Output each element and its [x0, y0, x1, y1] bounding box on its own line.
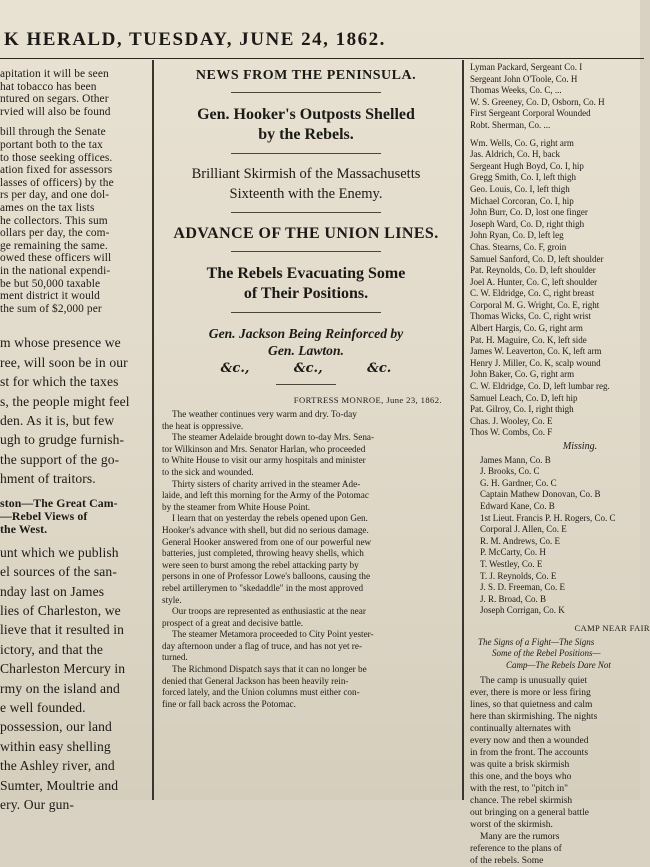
text-line: possession, our land [0, 719, 112, 735]
text-line: el sources of the san- [0, 564, 117, 580]
divider [231, 212, 381, 213]
text-line: he collectors. This sum [0, 214, 108, 227]
article-line: style. [162, 594, 182, 605]
headline-jackson [156, 325, 456, 359]
text-line: rs per day, and one dol- [0, 189, 110, 202]
missing-entry: James Mann, Co. B [480, 454, 551, 465]
camp-subhead-line: Camp—The Rebels Dare Not [506, 659, 611, 670]
casualty-entry: Thomas Weeks, Co. C, ... [470, 85, 562, 96]
casualty-entry: Henry J. Miller, Co. K, scalp wound [470, 357, 601, 368]
subhead-line: the West. [0, 522, 48, 537]
missing-entry: 1st Lieut. Francis P. H. Rogers, Co. C [480, 512, 616, 523]
camp-article-line: in from the front. The accounts [470, 748, 589, 759]
headline-line: The Rebels Evacuating Some [206, 265, 406, 282]
article-line: batteries, just completed, throwing heavy shells, which [162, 548, 364, 559]
article-line: laide, and left this morning for the Army of the Potomac [162, 490, 369, 501]
casualty-entry: Gregg Smith, Co. I, left thigh [470, 172, 576, 183]
camp-heading: CAMP NEAR FAIR [574, 622, 650, 633]
article-body [156, 409, 456, 710]
text-line: ation fixed for assessors [0, 164, 113, 177]
article-line: turned. [162, 652, 188, 663]
divider [231, 312, 381, 313]
article-line: Hooker's advance with shell, but did no serious damage. [162, 524, 369, 535]
text-line: lieve that it resulted in [0, 622, 125, 638]
masthead: K HERALD, TUESDAY, JUNE 24, 1862. [0, 22, 644, 59]
text-line: den. As it is, but few [0, 412, 115, 428]
camp-article-line: here than skirmishing. The nights [470, 712, 598, 723]
headline-line: Brilliant Skirmish of the Massachusetts [191, 166, 421, 182]
casualty-entry: Thomas Wicks, Co. C, right wrist [470, 311, 591, 322]
left-column-bottom-text [0, 543, 150, 815]
text-line: lies of Charleston, we [0, 602, 121, 618]
divider [231, 251, 381, 252]
missing-entry: Corporal J. Allen, Co. E [480, 524, 567, 535]
casualty-entry: Lyman Packard, Sergeant Co. I [470, 62, 583, 72]
text-line: hat tobacco has been [0, 80, 97, 93]
headline-line: Gen. Lawton. [268, 343, 344, 358]
divider [276, 384, 336, 385]
casualty-entry: Sergeant Hugh Boyd, Co. I, hip [470, 160, 584, 171]
camp-article-line: with the rest, to "pitch in" [470, 784, 568, 795]
section-heading: NEWS FROM THE PENINSULA. [195, 68, 417, 83]
text-line: st for which the taxes [0, 374, 119, 390]
divider [231, 153, 381, 154]
subhead-line: ston—The Great Cam- [0, 495, 118, 510]
camp-article-line: continually alternates with [470, 724, 571, 735]
casualty-entry: Albert Hargis, Co. G, right arm [470, 323, 583, 334]
missing-entry: P. McCarty, Co. H [480, 547, 546, 558]
text-line: rvied will also be found [0, 105, 111, 118]
dateline: FORTRESS MONROE, June 23, 1862. [293, 395, 442, 405]
camp-article-line: this one, and the boys who [470, 772, 572, 783]
casualty-entry: John Burr, Co. D, lost one finger [470, 207, 588, 218]
text-line: Sumter, Moultrie and [0, 777, 119, 793]
etcetera-line: &c., &c., &c. [220, 361, 392, 376]
article-line: General Hooker answered from one of our powerful new [162, 536, 372, 547]
right-column [470, 62, 650, 867]
text-line [0, 118, 150, 126]
text-line: m whose presence we [0, 335, 121, 351]
camp-article-line: ever, there is more or less firing [470, 688, 591, 699]
camp-subheads [470, 637, 650, 672]
camp-subhead-line: Some of the Rebel Positions— [492, 648, 601, 659]
casualty-entry: John Ryan, Co. D, left leg [470, 230, 564, 241]
casualty-entry: Chas. Stearns, Co. F, groin [470, 241, 567, 252]
text-line: ollars per day, the com- [0, 227, 110, 240]
text-line: be but 50,000 taxable [0, 277, 101, 290]
text-line: portant both to the tax [0, 138, 103, 151]
casualty-entry: Wm. Wells, Co. G, right arm [470, 137, 574, 148]
headline-evacuating [156, 264, 456, 304]
article-line: The steamer Adelaide brought down to-day Mrs. Sena- [172, 432, 375, 443]
article-line: prospect of a great and decisive battle. [162, 617, 304, 628]
casualty-entry: Samuel Leach, Co. D, left hip [470, 392, 578, 403]
casualty-entry: Michael Corcoran, Co. I, hip [470, 195, 574, 206]
casualty-entry: Samuel Sanford, Co. D, left shoulder [470, 253, 604, 264]
text-line: lasses of officers) by the [0, 176, 114, 189]
casualty-entry: Corporal M. G. Wright, Co. E, right [470, 299, 600, 310]
missing-entry: Edward Kane, Co. B [480, 500, 555, 511]
text-line: ugh to grudge furnish- [0, 432, 125, 448]
missing-entry: J. R. Broad, Co. B [480, 593, 547, 604]
text-line: Charleston Mercury in [0, 661, 126, 677]
casualty-entry: Geo. Louis, Co. I, left thigh [470, 183, 570, 194]
left-column-big-text [0, 333, 150, 488]
casualty-entry: Joel A. Hunter, Co. C, left shoulder [470, 276, 598, 287]
left-column [0, 62, 150, 814]
text-line: apitation it will be seen [0, 68, 109, 80]
article-line: persons in one of Professor Lowe's balloons, causing the [162, 571, 371, 582]
casualty-entry: C. W. Eldridge, Co. D, left lumbar reg. [470, 381, 610, 392]
missing-heading: Missing. [562, 441, 598, 452]
casualty-entry: W. S. Greeney, Co. D, Osborn, Co. H [470, 96, 605, 107]
missing-entry: Captain Mathew Donovan, Co. B [480, 489, 601, 500]
camp-article-body [470, 675, 650, 867]
column-rule-right [462, 60, 464, 800]
camp-article-line: worst of the skirmish. [470, 820, 553, 831]
casualty-entry: Chas. J. Wooley, Co. E [470, 415, 553, 426]
article-line: The weather continues very warm and dry. To-day [172, 409, 357, 419]
article-line: Our troops are represented as enthusiastic at the near [172, 606, 366, 617]
headline-line: Sixteenth with the Enemy. [229, 186, 383, 202]
text-line: ntured on segars. Other [0, 93, 109, 106]
text-line: ictory, and that the [0, 641, 104, 657]
text-line: ment district it would [0, 290, 100, 303]
article-line: day afternoon under a flag of truce, and has not yet re- [162, 640, 362, 651]
casualty-entry: Joseph Ward, Co. D, right thigh [470, 218, 585, 229]
casualty-entry: Pat. Reynolds, Co. D, left shoulder [470, 265, 596, 276]
missing-entry: J. S. D. Freeman, Co. E [480, 582, 565, 593]
text-line: bill through the Senate [0, 126, 106, 139]
headline-skirmish [156, 164, 456, 204]
casualty-entry: Robt. Sherman, Co. ... [470, 119, 551, 130]
text-line: the support of the go- [0, 451, 120, 467]
text-line: the sum of $2,000 per [0, 302, 102, 315]
camp-article-line: chance. The rebel skirmish [470, 796, 573, 807]
article-line: forced lately, and the Union columns must either con- [162, 687, 360, 698]
missing-entry: J. Brooks, Co. C [480, 466, 540, 477]
article-line: The steamer Metamora proceeded to City Point yester- [172, 629, 374, 640]
casualty-entry: Thos W. Combs, Co. F [470, 427, 553, 438]
article-line: I learn that on yesterday the rebels opened upon Gen. [172, 513, 368, 524]
casualty-entry: Sergeant John O'Toole, Co. H [470, 73, 578, 84]
camp-article-line: Many are the rumors [480, 832, 560, 843]
text-line: ge remaining the same. [0, 239, 108, 252]
headline-advance: ADVANCE OF THE UNION LINES. [173, 225, 439, 242]
camp-article-line: of the rebels. Some [470, 856, 544, 867]
camp-article-line: was quite a brisk skirmish [470, 760, 570, 771]
article-line: to White House to visit our army hospitals and minister [162, 455, 366, 466]
camp-article-line: lines, so that quietness and calm [470, 700, 593, 711]
headline-line: Gen. Jackson Being Reinforced by [208, 326, 404, 341]
text-line: ery. Our gun- [0, 797, 75, 813]
text-line: rmy on the island and [0, 680, 120, 696]
missing-entry: G. H. Gardner, Co. C [480, 477, 557, 488]
missing-entry: Joseph Corrigan, Co. K [480, 605, 565, 616]
article-line: to the sick and wounded. [162, 466, 254, 477]
text-line: within easy shelling [0, 738, 111, 754]
headline-line: of Their Positions. [243, 285, 369, 302]
headline-line: by the Rebels. [258, 126, 354, 143]
left-column-subhead [0, 497, 150, 537]
casualty-entry: John Baker, Co. G, right arm [470, 369, 575, 380]
camp-subhead-line: The Signs of a Fight—The Signs [478, 636, 595, 647]
missing-entry: T. Westley, Co. E [480, 558, 543, 569]
article-line: by the steamer from White House Point. [162, 501, 311, 512]
divider [231, 92, 381, 93]
article-line: fine or fall back across the Potomac. [162, 698, 296, 709]
article-line: rebel artillerymen to "skedaddle" in the most approved [162, 582, 364, 593]
text-line: ames on the tax lists [0, 201, 95, 214]
casualty-entry: Jas. Aldrich, Co. H, back [470, 149, 560, 160]
missing-entry: T. J. Reynolds, Co. E [480, 570, 557, 581]
text-line: nday last on James [0, 583, 105, 599]
text-line: the Ashley river, and [0, 758, 115, 774]
text-line: e well founded. [0, 700, 86, 715]
headline-hooker [156, 105, 456, 145]
article-line: the heat is oppressive. [162, 420, 244, 431]
text-line: hment of traitors. [0, 471, 96, 487]
casualty-entry: First Sergeant Corporal Wounded [470, 108, 591, 119]
article-line: The Richmond Dispatch says that it can no longer be [172, 664, 367, 675]
text-line: in the national expendi- [0, 264, 111, 277]
missing-list [470, 455, 650, 617]
subhead-line: —Rebel Views of [0, 508, 88, 523]
text-line: ree, will soon be in our [0, 354, 128, 370]
casualty-entry: C. W. Eldridge, Co. C, right breast [470, 288, 595, 299]
headline-line: Gen. Hooker's Outposts Shelled [197, 106, 415, 123]
camp-article-line: The camp is unusually quiet [480, 676, 588, 687]
casualty-list [470, 62, 650, 439]
text-line: owed these officers will [0, 252, 112, 265]
left-column-top-text [0, 68, 150, 315]
article-line: Thirty sisters of charity arrived in the steamer Ade- [172, 478, 361, 489]
text-line: unt which we publish [0, 544, 119, 560]
missing-entry: R. M. Andrews, Co. E [480, 535, 561, 546]
camp-article-line: every now and then a wounded [470, 736, 589, 747]
article-line: denied that General Jackson has been heavily rein- [162, 675, 349, 686]
casualty-entry: Pat. Gilroy, Co. I, right thigh [470, 404, 574, 415]
casualty-entry: Pat. H. Maguire, Co. K, left side [470, 334, 587, 345]
article-line: were seen to burst among the rebel attacking party by [162, 559, 359, 570]
article-line: tor Wilkinson and Mrs. Senator Harlan, who proceeded [162, 443, 366, 454]
column-rule-left [152, 60, 154, 800]
camp-article-line: out bringing on a general battle [470, 808, 589, 819]
text-line: to those seeking offices. [0, 151, 113, 164]
casualty-entry: James W. Leaverton, Co. K, left arm [470, 346, 602, 357]
center-column [156, 62, 456, 710]
text-line: s, the people might feel [0, 393, 130, 409]
camp-article-line: reference to the plans of [470, 844, 562, 855]
